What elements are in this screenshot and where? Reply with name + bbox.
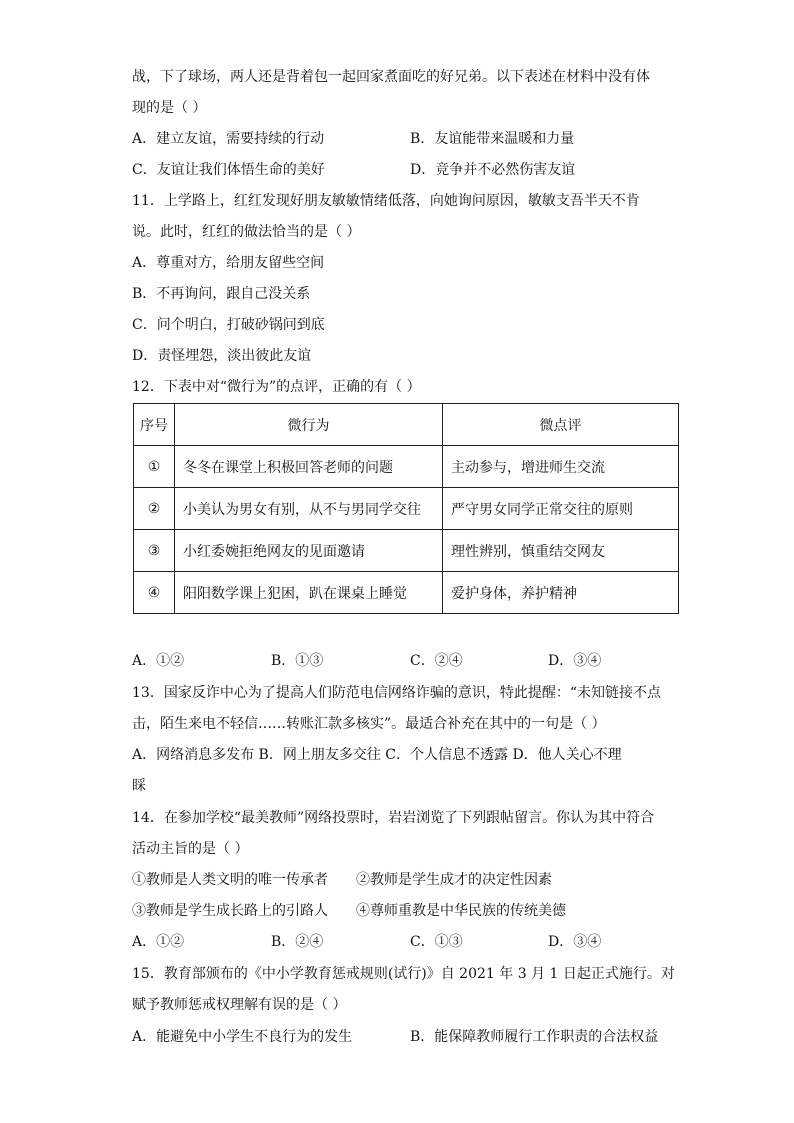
question-15-text: 赋予教师惩戒权理解有误的是（ ）	[132, 997, 347, 1013]
option-b: B．能保障教师履行工作职责的合法权益	[410, 1029, 659, 1045]
option-b: B．不再询问，跟自己没关系	[132, 286, 311, 302]
option-c: C．友谊让我们体悟生命的美好	[132, 162, 325, 178]
option-a: A．能避免中小学生不良行为的发生	[132, 1029, 353, 1045]
table-cell: 阳阳数学课上犯困，趴在课桌上睡觉	[175, 572, 443, 614]
question-14-text: 14．在参加学校“最美教师”网络投票时，岩岩浏览了下列跟帖留言。你认为其中符合	[132, 810, 655, 826]
option-d: D．竞争并不必然伤害友谊	[410, 162, 576, 178]
option-d: D．③④	[548, 653, 602, 669]
option-a: A．①②	[132, 653, 185, 669]
option-a: A．尊重对方，给朋友留些空间	[132, 255, 325, 271]
options-row: A．网络消息多发布 B．网上朋友多交往 C．个人信息不透露 D．他人关心不理	[132, 747, 622, 763]
question-text: 战，下了球场，两人还是背着包一起回家煮面吃的好兄弟。以下表述在材料中没有体	[132, 69, 650, 85]
statement-item: ③教师是学生成长路上的引路人	[132, 903, 328, 919]
table-header-cell: 微行为	[175, 404, 443, 446]
table-cell: 小美认为男女有别，从不与男同学交往	[175, 488, 443, 530]
option-d: D．③④	[548, 934, 602, 950]
option-b: B．②④	[271, 934, 324, 950]
table-cell: ①	[134, 446, 175, 488]
option-b: B．①③	[271, 653, 324, 669]
option-a: A．建立友谊，需要持续的行动	[132, 131, 325, 147]
question-13-text: 13．国家反诈中心为了提高人们防范电信网络诈骗的意识，特此提醒：“未知链接不点	[132, 685, 661, 701]
statement-item: ①教师是人类文明的唯一传承者	[132, 872, 328, 888]
table-cell: ④	[134, 572, 175, 614]
table-cell: 理性辨别，慎重结交网友	[443, 530, 679, 572]
option-a: A．①②	[132, 934, 185, 950]
table-cell: ③	[134, 530, 175, 572]
table-row	[134, 488, 679, 530]
question-14-text: 活动主旨的是（ ）	[132, 841, 249, 857]
question-13-text: 击，陌生来电不轻信……转账汇款多核实”。最适合补充在其中的一句是（ ）	[132, 716, 606, 732]
table-cell: 爱护身体，养护精神	[443, 572, 679, 614]
table-row	[134, 530, 679, 572]
question-text: 现的是（ ）	[132, 100, 207, 116]
statement-item: ④尊师重教是中华民族的传统美德	[356, 903, 566, 919]
option-c: C．问个明白，打破砂锅问到底	[132, 317, 325, 333]
table-cell: 主动参与，增进师生交流	[443, 446, 679, 488]
table-row	[134, 572, 679, 614]
statement-item: ②教师是学生成才的决定性因素	[356, 872, 552, 888]
table-header-cell: 微点评	[443, 404, 679, 446]
question-12-text: 12．下表中对“微行为”的点评，正确的有（ ）	[132, 379, 421, 395]
question-11-text: 11．上学路上，红红发现好朋友敏敏情绪低落，向她询问原因，敏敏支吾半天不肯	[132, 193, 640, 209]
option-b: B．友谊能带来温暖和力量	[410, 131, 575, 147]
option-c: C．②④	[410, 653, 463, 669]
options-row: 睬	[132, 778, 146, 794]
question-15-text: 15．教育部颁布的《中小学教育惩戒规则(试行)》自 2021 年 3 月 1 日起正式施行。对	[132, 966, 675, 982]
table-header-cell: 序号	[134, 404, 175, 446]
table-cell: ②	[134, 488, 175, 530]
behavior-table	[133, 403, 679, 614]
option-c: C．①③	[410, 934, 463, 950]
table-cell: 严守男女同学正常交往的原则	[443, 488, 679, 530]
table-row	[134, 446, 679, 488]
table-cell: 冬冬在课堂上积极回答老师的问题	[175, 446, 443, 488]
option-d: D．责怪埋怨，淡出彼此友谊	[132, 348, 312, 364]
table-header-row	[134, 404, 679, 446]
table-cell: 小红委婉拒绝网友的见面邀请	[175, 530, 443, 572]
question-11-text: 说。此时，红红的做法恰当的是（ ）	[132, 224, 361, 240]
